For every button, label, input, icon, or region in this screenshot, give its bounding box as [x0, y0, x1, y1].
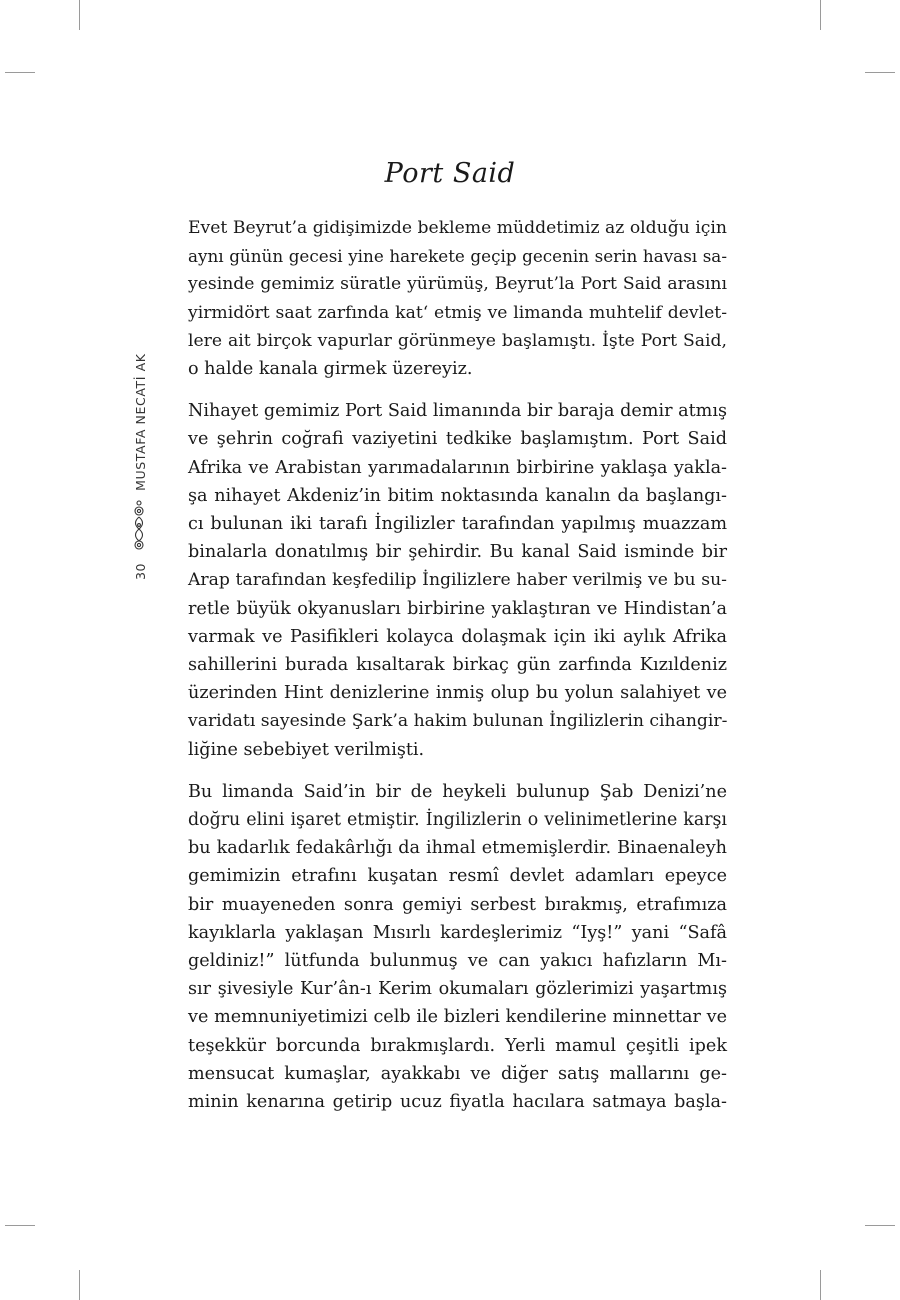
text-line: teşekkür borcunda bırakmışlardı. Yerli mamul çeşitli ipek	[188, 1035, 727, 1056]
text-line: sahillerini burada kısaltarak birkaç gün zarfında Kızıldeniz	[188, 655, 727, 676]
text-line: sır şivesiyle Kur’ân-ı Kerim okumaları gözlerimizi yaşartmış	[188, 979, 727, 1000]
text-line: lere ait birçok vapurlar görünmeye başlamıştı. İşte Port Said,	[188, 330, 727, 351]
text-line: kayıklarla yaklaşan Mısırlı kardeşlerimiz “Iyş!” yani “Safâ	[188, 922, 727, 943]
running-head	[128, 320, 152, 580]
text-line: aynı günün gecesi yine harekete geçip gecenin serin havası sa-	[188, 246, 727, 267]
text-line: liğine sebebiyet verilmişti.	[188, 739, 425, 760]
crop-mark-left-top	[5, 72, 35, 73]
text-line: binalarla donatılmış bir şehirdir. Bu kanal Said isminde bir	[188, 542, 727, 563]
text-line: minin kenarına getirip ucuz fiyatla hacılara satmaya başla-	[188, 1092, 727, 1113]
text-line: o halde kanala girmek üzereyiz.	[188, 359, 473, 380]
text-line: şa nihayet Akdeniz’in bitim noktasında kanalın da başlangı-	[188, 485, 727, 506]
crop-mark-left-bottom	[5, 1225, 35, 1226]
text-line: üzerinden Hint denizlerine inmiş olup bu yolun salahiyet ve	[188, 683, 727, 704]
crop-mark-bottom-left	[79, 1270, 80, 1300]
crop-mark-right-bottom	[865, 1225, 895, 1226]
text-line: Evet Beyrut’a gidişimizde bekleme müddetimiz az olduğu için	[188, 218, 727, 238]
text-line: Nihayet gemimiz Port Said limanında bir baraja demir atmış	[188, 401, 727, 422]
chapter-title: Port Said	[384, 158, 516, 189]
author-name: MUSTAFA NECATİ AK	[132, 353, 148, 491]
text-line: yirmidört saat zarfında kat‘ etmiş ve limanda muhtelif devlet-	[188, 302, 727, 323]
page-number: 30	[132, 562, 148, 580]
paragraph-1	[188, 214, 727, 383]
paragraph-3	[188, 778, 727, 1116]
text-line: Afrika ve Arabistan yarımadalarının birbirine yaklaşa yakla-	[188, 457, 727, 478]
text-line: bu kadarlık fedakârlığı da ihmal etmemişlerdir. Binaenaleyh	[188, 838, 727, 859]
text-line: bir muayeneden sonra gemiyi serbest bırakmış, etrafımıza	[188, 894, 727, 915]
text-line: Bu limanda Said’in bir de heykeli bulunup Şab Denizi’ne	[188, 781, 727, 802]
text-line: gemimizin etrafını kuşatan resmî devlet adamları epeyce	[188, 866, 727, 887]
crop-mark-top-right	[820, 0, 821, 30]
text-line: doğru elini işaret etmiştir. İngilizlerin o velinimetlerine karşı	[188, 810, 727, 831]
text-line: ve şehrin coğrafi vaziyetini tedkike başlamıştım. Port Said	[188, 429, 727, 450]
text-line: yesinde gemimiz süratle yürümüş, Beyrut’la Port Said arasını	[188, 274, 727, 295]
text-line: varidatı sayesinde Şark’a hakim bulunan İngilizlerin cihangir-	[188, 711, 728, 732]
scroll-ornament-icon	[131, 499, 150, 551]
text-line: geldiniz!” lütfunda bulunmuş ve can yakıcı hafızların Mı-	[188, 951, 727, 972]
text-line: retle büyük okyanusları birbirine yaklaştıran ve Hindistan’a	[188, 598, 727, 619]
body-text	[188, 214, 727, 1130]
text-line: ve memnuniyetimizi celb ile bizleri kendilerine minnettar ve	[188, 1007, 727, 1028]
crop-mark-right-top	[865, 72, 895, 73]
text-line: cı bulunan iki tarafı İngilizler tarafından yapılmış muazzam	[188, 514, 727, 535]
crop-mark-top-left	[79, 0, 80, 30]
paragraph-2	[188, 397, 727, 764]
text-line: mensucat kumaşlar, ayakkabı ve diğer satış mallarını ge-	[188, 1063, 727, 1084]
crop-mark-bottom-right	[820, 1270, 821, 1300]
text-line: varmak ve Pasifikleri kolayca dolaşmak için iki aylık Afrika	[188, 626, 727, 647]
running-head-text	[128, 320, 152, 580]
text-line: Arap tarafından keşfedilip İngilizlere haber verilmiş ve bu su-	[188, 570, 727, 591]
